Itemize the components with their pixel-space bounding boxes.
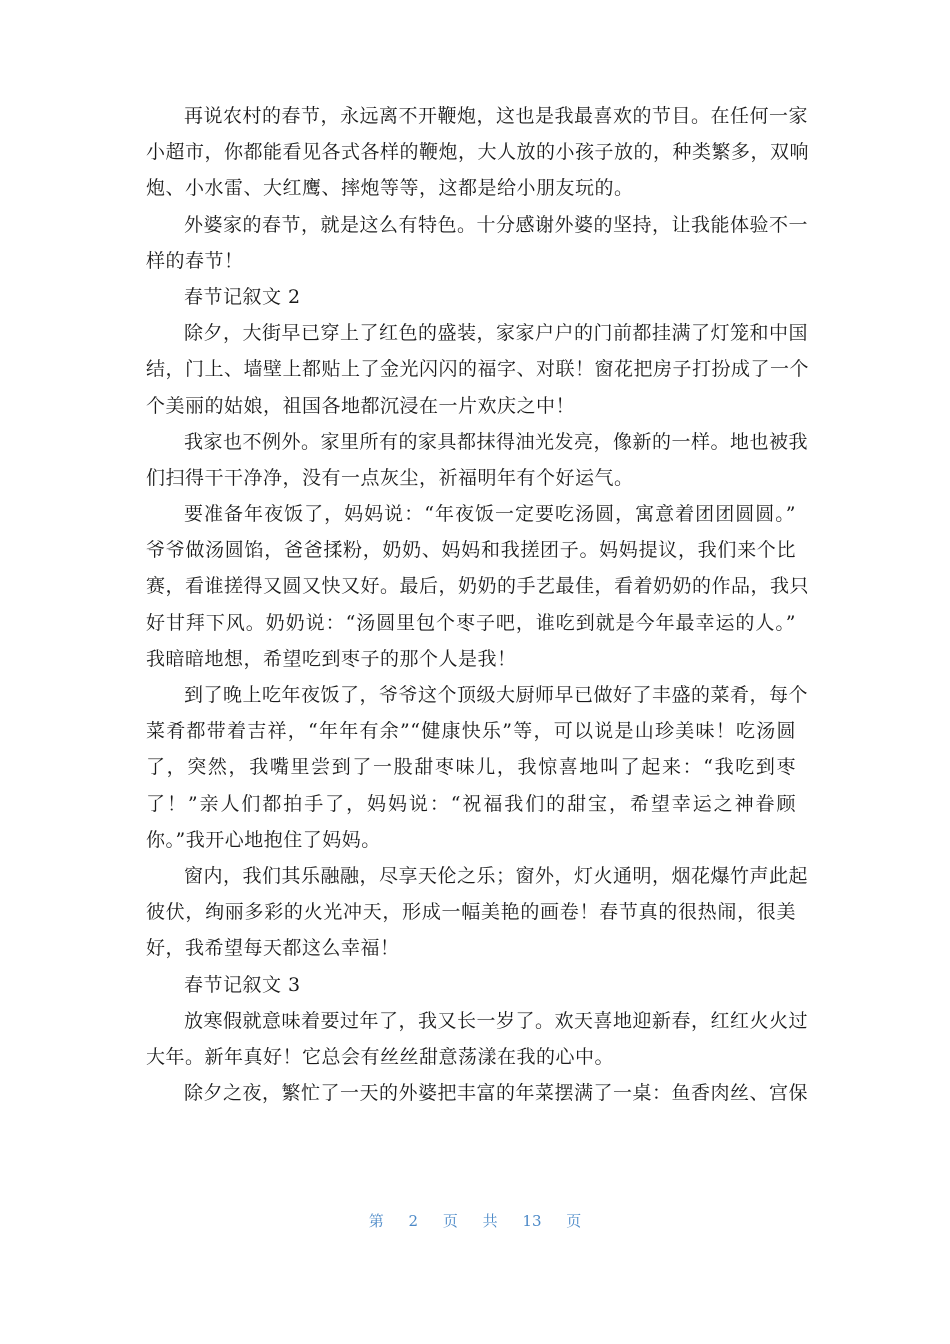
text-line: 放寒假就意味着要过年了，我又长一岁了。欢天喜地迎新春，红红火火过 <box>184 1009 809 1032</box>
footer-label: 第 <box>368 1212 384 1230</box>
text-line: 菜肴都带着吉祥，“年年有余”“健康快乐”等，可以说是山珍美味！吃汤圆 <box>146 720 796 743</box>
text-line: 除夕，大街早已穿上了红色的盛装，家家户户的门前都挂满了灯笼和中国 <box>184 322 809 345</box>
text-line: 们扫得干干净净，没有一点灰尘，祈福明年有个好运气。 <box>146 466 634 489</box>
text-line: 我家也不例外。家里所有的家具都抹得油光发亮，像新的一样。地也被我 <box>184 430 809 453</box>
text-line: 要准备年夜饭了，妈妈说：“年夜饭一定要吃汤圆，寓意着团团圆圆。” <box>184 503 796 526</box>
text-line: 大年。新年真好！它总会有丝丝甜意荡漾在我的心中。 <box>146 1045 615 1068</box>
document-body <box>146 98 810 1111</box>
total-pages: 13 <box>522 1212 542 1230</box>
text-line: 炮、小水雷、大红鹰、摔炮等等，这都是给小朋友玩的。 <box>146 177 634 200</box>
text-line: 再说农村的春节，永远离不开鞭炮，这也是我最喜欢的节目。在任何一家 <box>184 105 809 127</box>
text-line: 我暗暗地想，希望吃到枣子的那个人是我！ <box>146 647 517 670</box>
text-line: 除夕之夜，繁忙了一天的外婆把丰富的年菜摆满了一桌：鱼香肉丝、宫保 <box>184 1082 809 1105</box>
text-line: 到了晚上吃年夜饭了，爷爷这个顶级大厨师早已做好了丰盛的菜肴，每个 <box>184 684 809 706</box>
text-line: 你。”我开心地抱住了妈妈。 <box>146 828 381 851</box>
section-heading: 春节记叙文 3 <box>184 973 301 996</box>
text-line: 赛，看谁搓得又圆又快又好。最后，奶奶的手艺最佳，看着奶奶的作品，我只 <box>146 575 810 598</box>
section-heading: 春节记叙文 2 <box>184 285 301 308</box>
text-line: 爷爷做汤圆馅，爸爸揉粉，奶奶、妈妈和我搓团子。妈妈提议，我们来个比 <box>146 539 796 562</box>
text-line: 彼伏，绚丽多彩的火光冲天，形成一幅美艳的画卷！春节真的很热闹，很美 <box>146 901 796 924</box>
text-line: 样的春节！ <box>146 249 244 272</box>
page-footer <box>0 1210 950 1231</box>
text-line: 好甘拜下风。奶奶说：“汤圆里包个枣子吧，谁吃到就是今年最幸运的人。” <box>146 611 796 634</box>
text-line: 好，我希望每天都这么幸福！ <box>146 937 400 960</box>
text-line: 外婆家的春节，就是这么有特色。十分感谢外婆的坚持，让我能体验不一 <box>184 213 809 236</box>
text-line: 个美丽的姑娘，祖国各地都沉浸在一片欢庆之中！ <box>146 394 576 417</box>
text-line: 了，突然，我嘴里尝到了一股甜枣味儿，我惊喜地叫了起来：“我吃到枣 <box>146 756 796 779</box>
page-number: 2 <box>408 1212 419 1230</box>
footer-label: 页 <box>442 1212 458 1230</box>
footer-label: 共 <box>482 1212 498 1230</box>
text-line: 窗内，我们其乐融融，尽享天伦之乐；窗外，灯火通明，烟花爆竹声此起 <box>184 864 809 887</box>
text-line: 结，门上、墙壁上都贴上了金光闪闪的福字、对联！窗花把房子打扮成了一个 <box>146 358 810 381</box>
footer-label: 页 <box>566 1212 582 1230</box>
text-line: 了！”亲人们都拍手了，妈妈说：“祝福我们的甜宝，希望幸运之神眷顾 <box>146 792 796 815</box>
text-line: 小超市，你都能看见各式各样的鞭炮，大人放的小孩子放的，种类繁多，双响 <box>146 141 810 164</box>
